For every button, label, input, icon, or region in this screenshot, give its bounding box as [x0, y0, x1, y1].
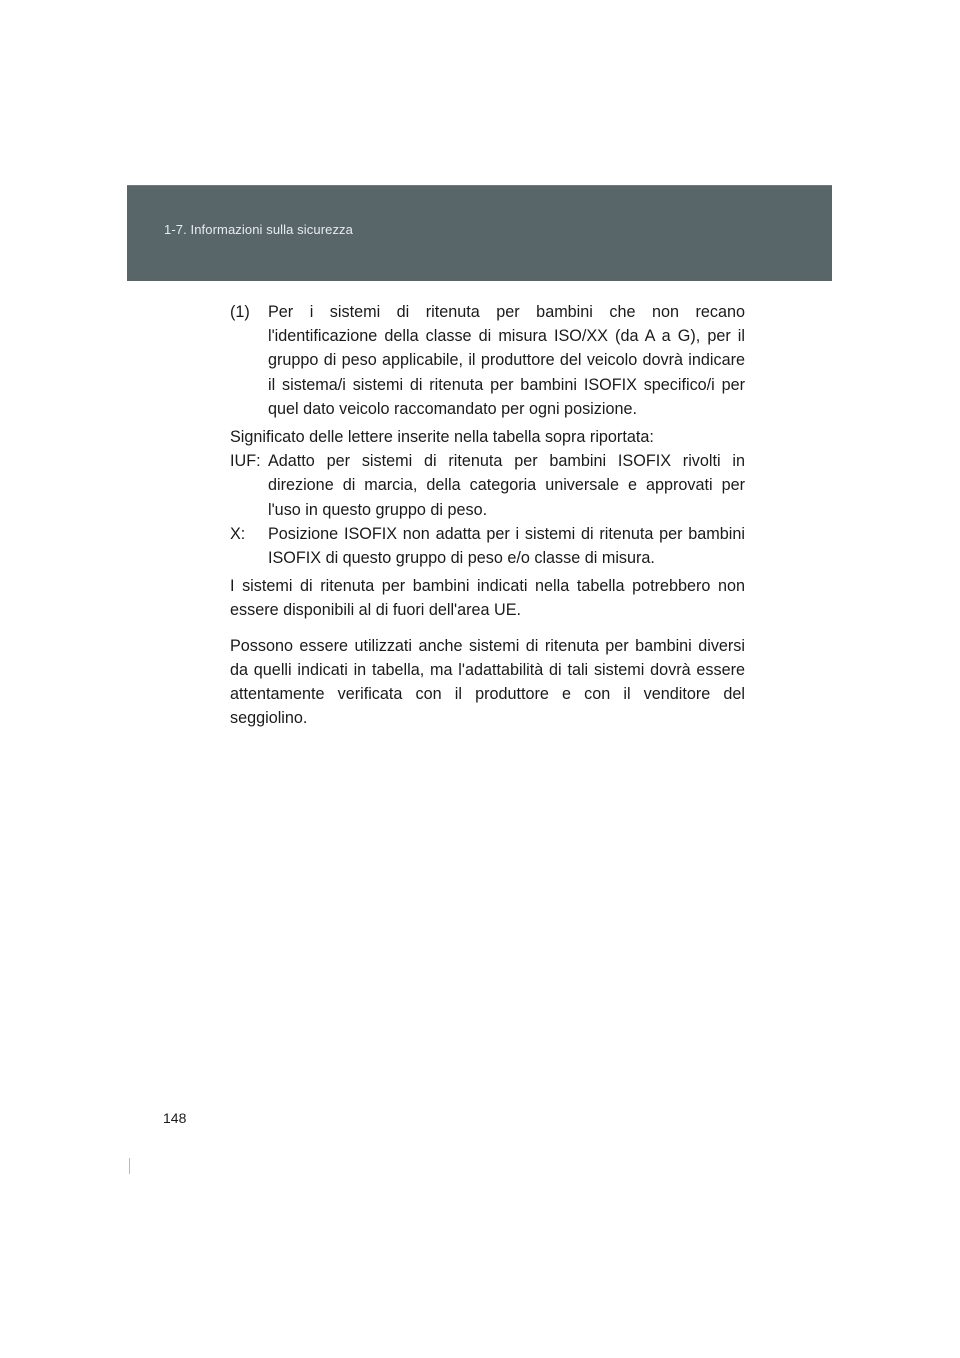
legend-key: X:: [230, 524, 246, 543]
footnote-label: (1): [230, 303, 250, 321]
legend-description: Adatto per sistemi di ritenuta per bambini ISOFIX rivolti in direzione di marcia, della categoria universale e approvati per l'uso in questo gruppo di peso.: [268, 452, 745, 519]
section-title: 1-7. Informazioni sulla sicurezza: [164, 222, 353, 237]
section-header: [127, 185, 832, 281]
footnote-text: Per i sistemi di ritenuta per bambini che non recano l'identificazione della classe di misura ISO/XX (da A a G), per il gruppo di peso applicabile, il produttore del veicolo dovrà indicare il sistema/i sistemi di ritenuta per bambini ISOFIX specifico/i per quel dato veicolo raccomandato per ogni posizione.: [268, 303, 745, 418]
legend-description: Posizione ISOFIX non adatta per i sistemi di ritenuta per bambini ISOFIX di questo gruppo di peso e/o classe di misura.: [268, 524, 745, 568]
legend-item-iuf: [230, 449, 745, 522]
header-divider: [127, 185, 832, 186]
legend-item-x: [230, 522, 745, 570]
footnote: [230, 300, 745, 421]
legend-key: IUF:: [230, 452, 261, 471]
availability-paragraph: I sistemi di ritenuta per bambini indicati nella tabella potrebbero non essere disponibili al di fuori dell'area UE.: [230, 577, 745, 620]
margin-mark: [129, 1158, 130, 1174]
page-content: [230, 300, 745, 730]
compatibility-paragraph: Possono essere utilizzati anche sistemi di ritenuta per bambini diversi da quelli indicati in tabella, ma l'adattabilità di tali sistemi dovrà essere attentamente verificata con il produttore e con il venditore del seggiolino.: [230, 636, 745, 728]
legend-intro: Significato delle lettere inserite nella tabella sopra riportata:: [230, 428, 654, 447]
page-number: 148: [163, 1110, 187, 1126]
